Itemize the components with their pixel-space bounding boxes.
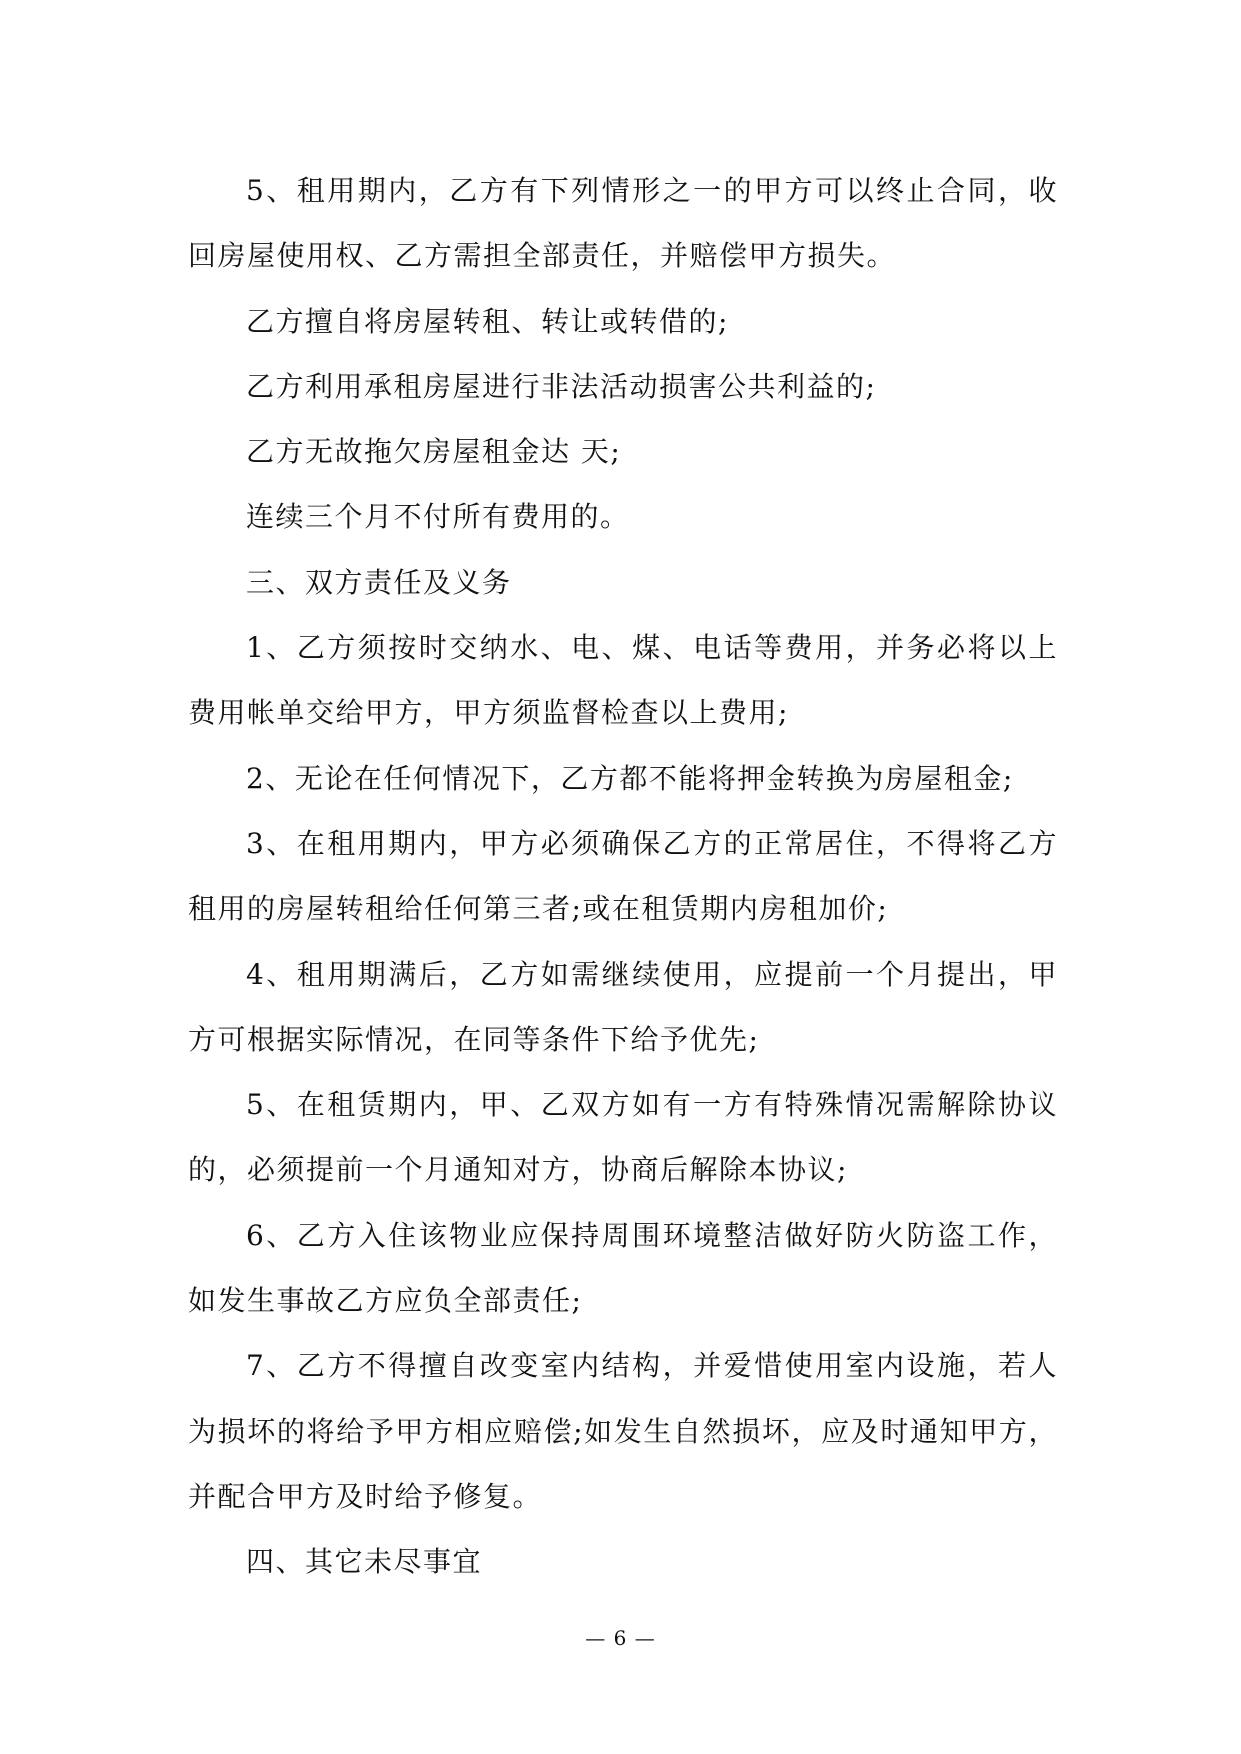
paragraph-responsibility-7: 7、乙方不得擅自改变室内结构，并爱惜使用室内设施，若人为损坏的将给予甲方相应赔偿;如发生自然损坏，应及时通知甲方，并配合甲方及时给予修复。 — [188, 1349, 1058, 1513]
paragraph-rent-arrears-clause: 乙方无故拖欠房屋租金达 天; — [246, 435, 622, 469]
paragraph-sublet-clause: 乙方擅自将房屋转租、转让或转借的; — [246, 304, 729, 338]
paragraph-responsibility-5: 5、在租赁期内，甲、乙双方如有一方有特殊情况需解除协议的，必须提前一个月通知对方，协商后解除本协议; — [188, 1088, 1058, 1187]
paragraph-termination-clause: 5、租用期内，乙方有下列情形之一的甲方可以终止合同，收回房屋使用权、乙方需担全部责任，并赔偿甲方损失。 — [188, 174, 1058, 273]
section-heading-other-matters: 四、其它未尽事宜 — [246, 1545, 483, 1579]
document-body — [188, 158, 1058, 1595]
paragraph-unpaid-fees-clause: 连续三个月不付所有费用的。 — [246, 500, 630, 534]
paragraph-responsibility-1: 1、乙方须按时交纳水、电、煤、电话等费用，并务必将以上费用帐单交给甲方，甲方须监督检查以上费用; — [188, 631, 1058, 730]
paragraph-illegal-use-clause: 乙方利用承租房屋进行非法活动损害公共利益的; — [246, 369, 877, 403]
section-heading-responsibilities: 三、双方责任及义务 — [246, 565, 512, 599]
paragraph-responsibility-2: 2、无论在任何情况下，乙方都不能将押金转换为房屋租金; — [246, 761, 1014, 795]
paragraph-responsibility-4: 4、租用期满后，乙方如需继续使用，应提前一个月提出，甲方可根据实际情况，在同等条件下给予优先; — [188, 957, 1058, 1056]
page-number: — 6 — — [585, 1626, 656, 1650]
paragraph-responsibility-6: 6、乙方入住该物业应保持周围环境整洁做好防火防盗工作，如发生事故乙方应负全部责任; — [188, 1218, 1058, 1318]
paragraph-responsibility-3: 3、在租用期内，甲方必须确保乙方的正常居住，不得将乙方租用的房屋转租给任何第三者;或在租赁期内房租加价; — [188, 826, 1058, 926]
